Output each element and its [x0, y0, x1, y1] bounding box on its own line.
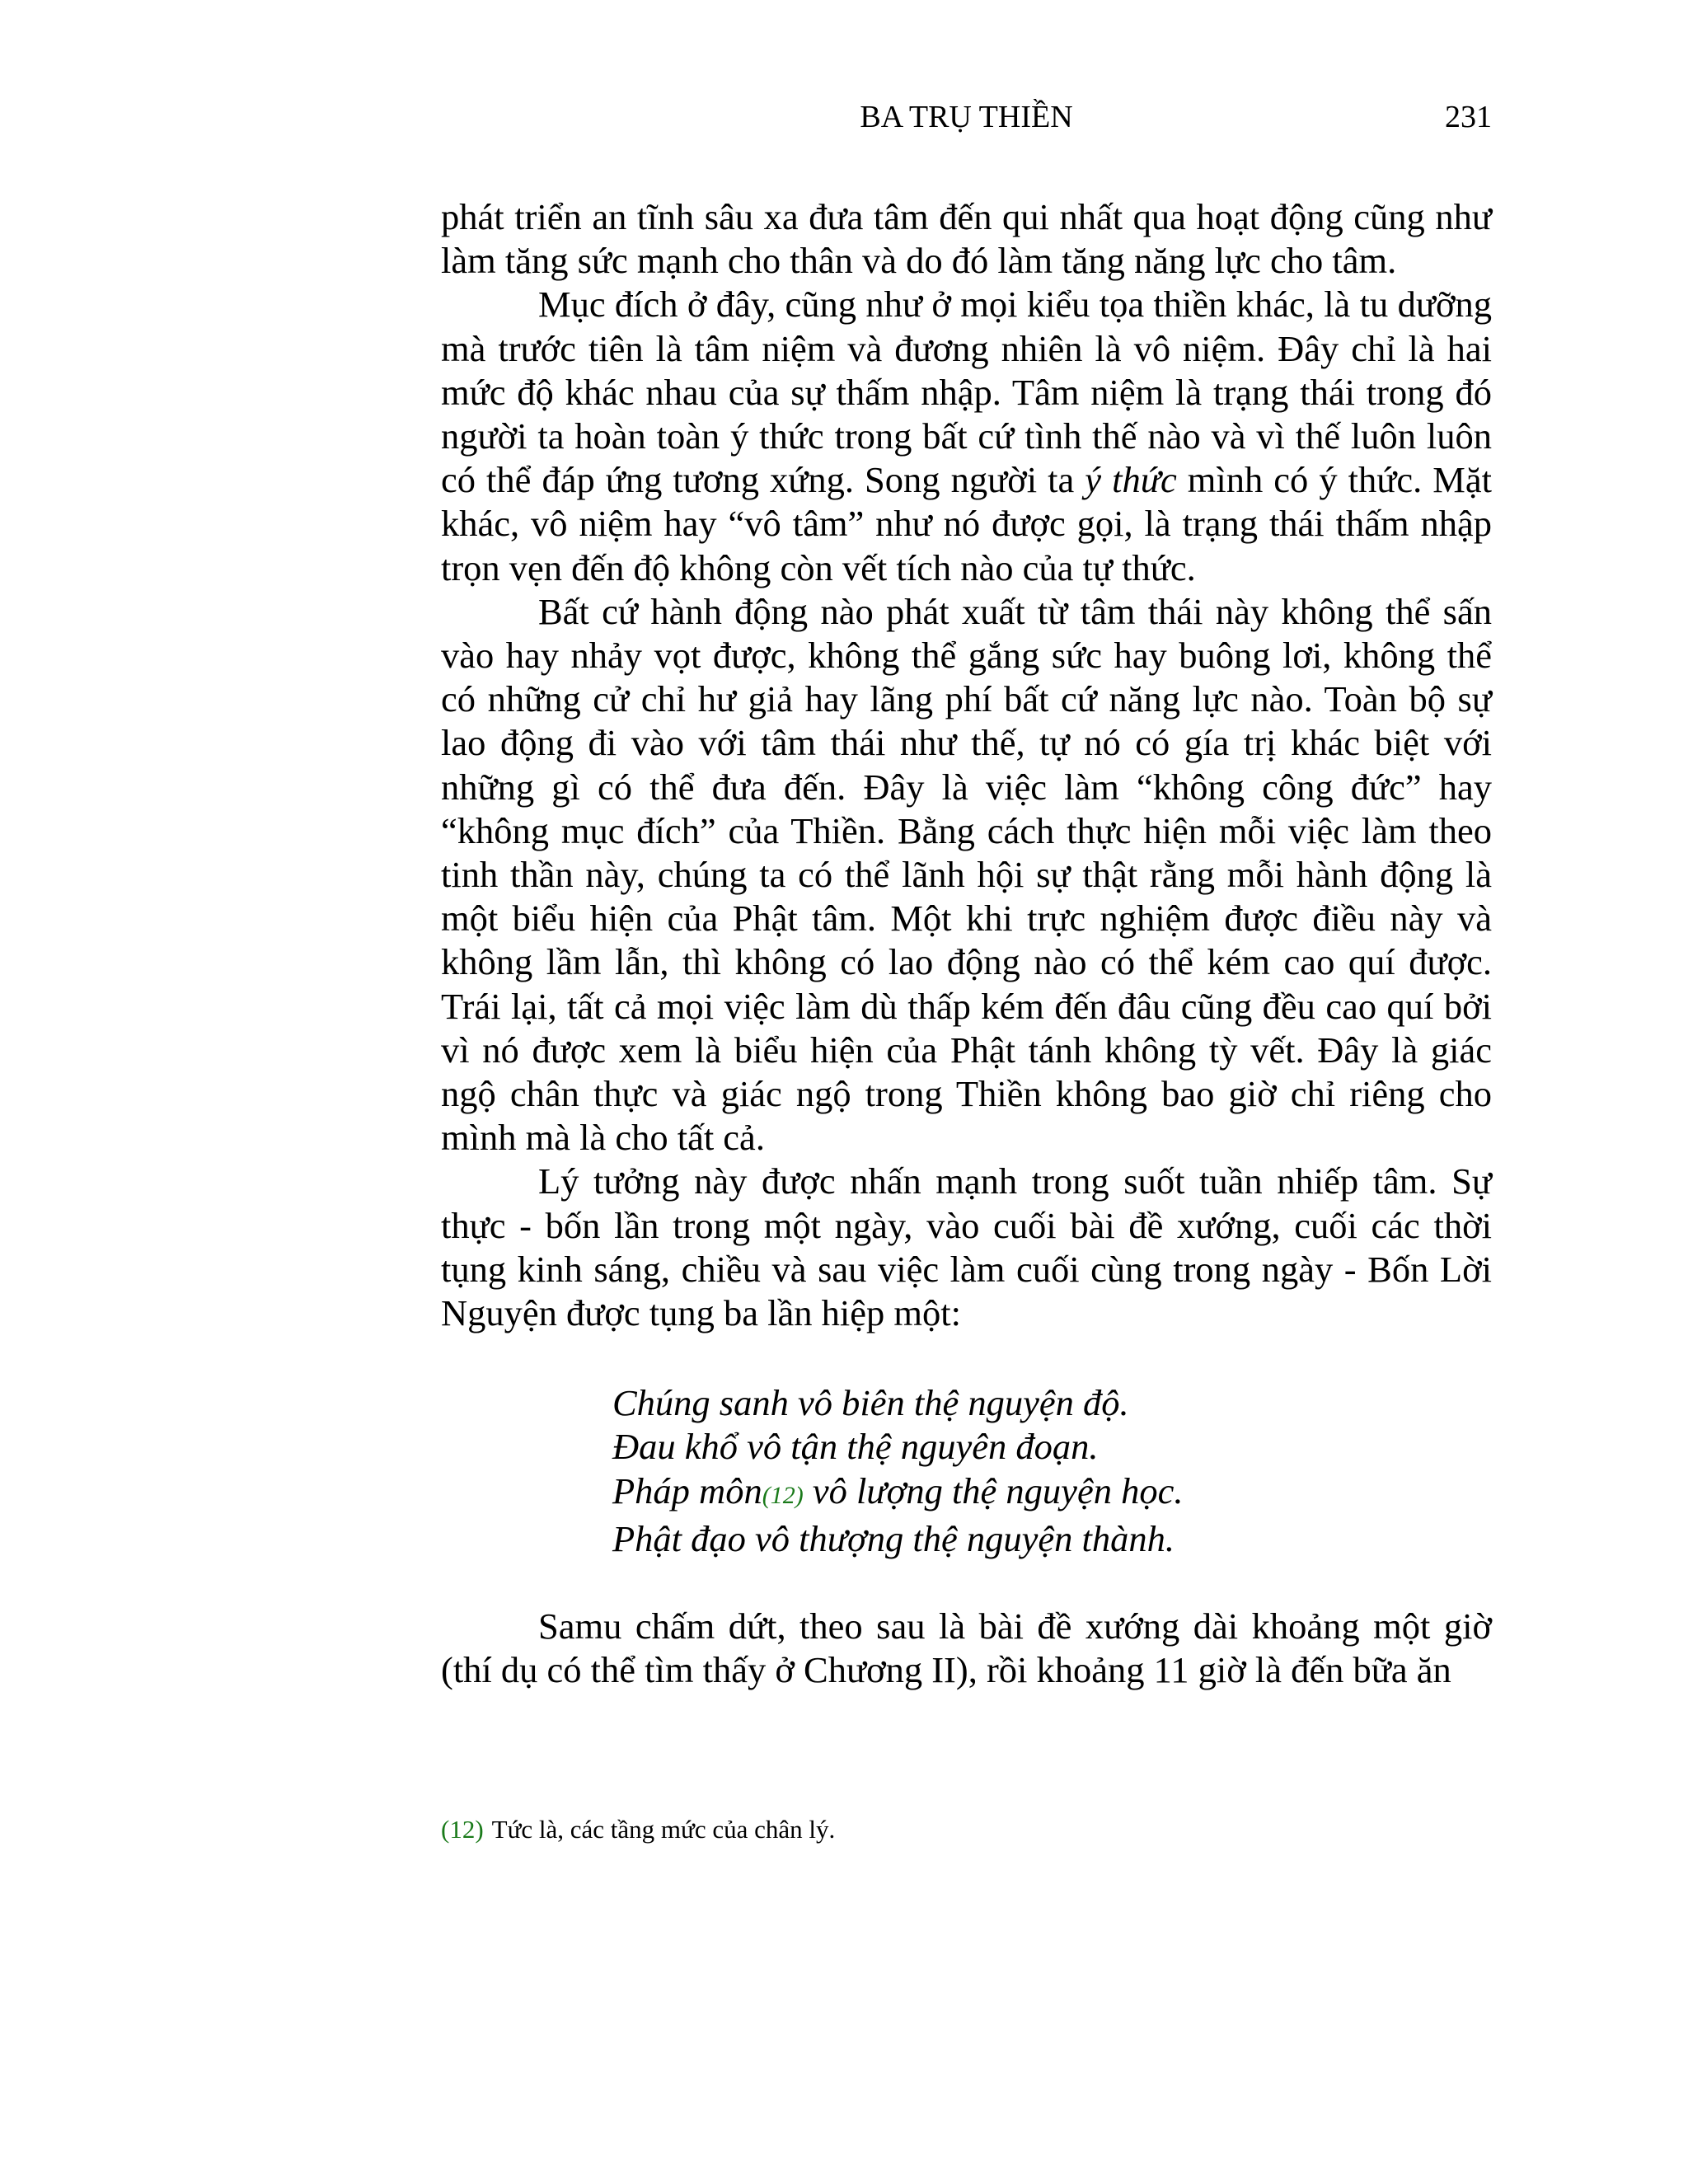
verse-line-4: Phật đạo vô thượng thệ nguyện thành. [612, 1517, 1175, 1559]
verse-line-3-text-a: Pháp môn [612, 1469, 762, 1511]
footnote-reference-link[interactable]: (12) [762, 1481, 804, 1509]
verse-line-2: Đau khổ vô tận thệ nguyên đoạn. [612, 1426, 1099, 1468]
footnote-text: Tức là, các tầng mức của chân lý. [491, 1815, 836, 1844]
running-title: BA TRỤ THIỀN [860, 100, 1073, 134]
page-number: 231 [1445, 100, 1492, 134]
verse-line-3 [612, 1469, 1492, 1517]
verse-line-1: Chúng sanh vô biên thệ nguyện độ. [612, 1382, 1129, 1424]
paragraph-2-italic: ý thức [1085, 459, 1177, 501]
footnote [441, 1813, 1492, 1846]
paragraph-4: Lý tưởng này được nhấn mạnh trong suốt tuần nhiếp tâm. Sự thực - bốn lần trong một ngày, vào cuối bài đề xướng, cuối các thời tụng kinh sáng, chiều và sau việc làm cuối cùng trong ngày - Bốn Lời Nguyện được tụng ba lần hiệp một: [441, 1160, 1492, 1334]
footnote-mark: (12) [441, 1815, 484, 1844]
paragraph-2-text-b: mình có ý thức. Mặt khác, vô niệm hay “vô tâm” như nó được gọi, là trạng thái thấm nhập trọn vẹn đến độ không còn vết tích nào của tự thức. [441, 459, 1492, 588]
vows-verse [612, 1381, 1492, 1561]
body-text [441, 195, 1492, 1693]
paragraph-2 [441, 283, 1492, 589]
paragraph-2-text-a: Mục đích ở đây, cũng như ở mọi kiểu tọa thiền khác, là tu dưỡng mà trước tiên là tâm niệm và đương nhiên là vô niệm. Đây chỉ là hai mức độ khác nhau của sự thấm nhập. Tâm niệm là trạng thái trong đó người ta hoàn toàn ý thức trong bất cứ tình thế nào và vì thế luôn luôn có thể đáp ứng tương xứng. Song người ta [441, 284, 1492, 501]
verse-line-3-text-b: vô lượng thệ nguyện học. [803, 1469, 1184, 1511]
paragraph-3: Bất cứ hành động nào phát xuất từ tâm thái này không thể sấn vào hay nhảy vọt được, không thể gắng sức hay buông lơi, không thể có những cử chỉ hư giả hay lãng phí bất cứ năng lực nào. Toàn bộ sự lao động đi vào với tâm thái như thế, tự nó có gía trị khác biệt với những gì có thể đưa đến. Đây là việc làm “không công đức” hay “không mục đích” của Thiền. Bằng cách thực hiện mỗi việc làm theo tinh thần này, chúng ta có thể lãnh hội sự thật rằng mỗi hành động là một biểu hiện của Phật tâm. Một khi trực nghiệm được điều này và không lầm lẫn, thì không có lao động nào có thể kém cao quí được. Trái lại, tất cả mọi việc làm dù thấp kém đến đâu cũng đều cao quí bởi vì nó được xem là biểu hiện của Phật tánh không tỳ vết. Đây là giác ngộ chân thực và giác ngộ trong Thiền không bao giờ chỉ riêng cho mình mà là cho tất cả. [441, 590, 1492, 1159]
paragraph-1: phát triển an tĩnh sâu xa đưa tâm đến qui nhất qua hoạt động cũng như làm tăng sức mạnh cho thân và do đó làm tăng năng lực cho tâm. [441, 196, 1492, 282]
paragraph-5: Samu chấm dứt, theo sau là bài đề xướng dài khoảng một giờ (thí dụ có thể tìm thấy ở Chương II), rồi khoảng 11 giờ là đến bữa ăn [441, 1605, 1492, 1691]
